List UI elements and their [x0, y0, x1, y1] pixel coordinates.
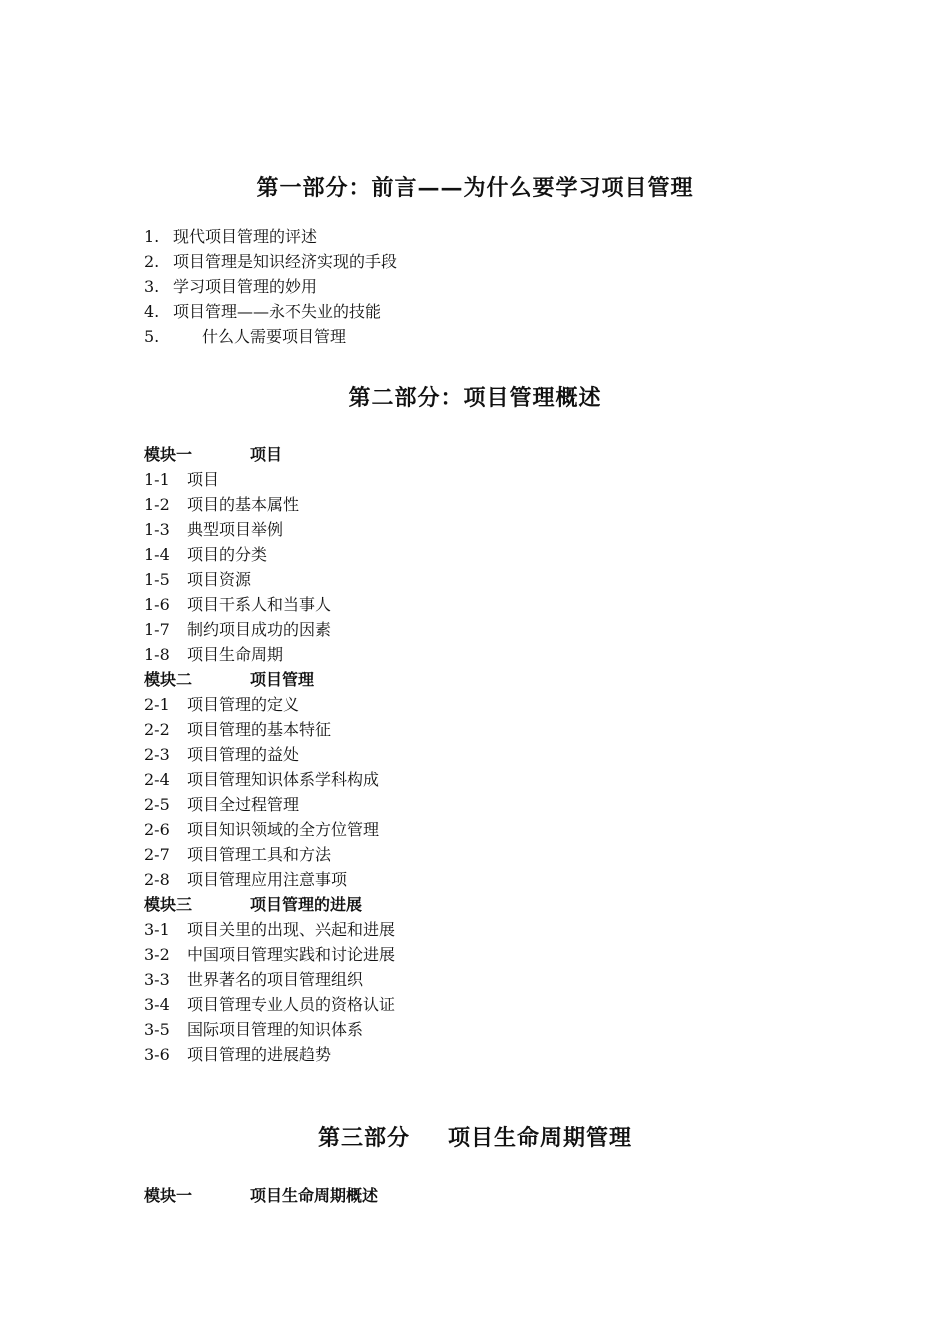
module-heading — [144, 892, 395, 917]
item-number: 2-3 — [144, 745, 170, 764]
item-text: 项目管理是知识经济实现的手段 — [173, 252, 398, 271]
list-item — [144, 567, 395, 592]
item-number: 3-6 — [144, 1045, 170, 1064]
item-number: 2-8 — [144, 870, 170, 889]
item-number: 2-7 — [144, 845, 170, 864]
item-number: 1-2 — [144, 495, 170, 514]
item-text: 项目管理——永不失业的技能 — [173, 302, 382, 321]
item-number: 2-5 — [144, 795, 170, 814]
item-number: 2-4 — [144, 770, 170, 789]
module-label: 模块二 — [144, 670, 193, 689]
item-text: 项目管理知识体系学科构成 — [187, 770, 380, 789]
list-item — [144, 517, 395, 542]
item-text: 项目管理的进展趋势 — [187, 1045, 332, 1064]
item-text: 项目知识领域的全方位管理 — [187, 820, 380, 839]
item-text: 项目 — [187, 470, 220, 489]
item-number: 2. — [144, 252, 160, 271]
item-number: 3-5 — [144, 1020, 170, 1039]
list-item — [144, 767, 395, 792]
list-item — [144, 642, 395, 667]
item-text: 项目生命周期 — [187, 645, 284, 664]
list-item — [144, 467, 395, 492]
list-item — [144, 299, 397, 324]
item-text: 项目管理工具和方法 — [187, 845, 332, 864]
list-item — [144, 942, 395, 967]
list-item — [144, 717, 395, 742]
module-name: 项目生命周期概述 — [250, 1186, 379, 1205]
item-number: 3-1 — [144, 920, 170, 939]
item-number: 3-2 — [144, 945, 170, 964]
item-text: 学习项目管理的妙用 — [173, 277, 318, 296]
list-item — [144, 1042, 395, 1067]
list-item — [144, 224, 397, 249]
item-number: 2-6 — [144, 820, 170, 839]
module-name: 项目 — [250, 445, 283, 464]
module-name: 项目管理 — [250, 670, 315, 689]
list-item — [144, 742, 395, 767]
list-item — [144, 792, 395, 817]
list-item — [144, 249, 397, 274]
list-item — [144, 817, 395, 842]
list-item — [144, 992, 395, 1017]
module-label: 模块一 — [144, 1186, 193, 1205]
item-text: 项目的基本属性 — [187, 495, 300, 514]
list-item — [144, 542, 395, 567]
part3-title-left: 第三部分 — [317, 1125, 410, 1151]
list-item — [144, 492, 395, 517]
list-item — [144, 1017, 395, 1042]
part3-title-right: 项目生命周期管理 — [448, 1125, 633, 1151]
list-item — [144, 324, 397, 349]
part3-list — [144, 1183, 378, 1208]
item-text: 中国项目管理实践和讨论进展 — [187, 945, 396, 964]
item-text: 项目管理的基本特征 — [187, 720, 332, 739]
module-heading — [144, 442, 395, 467]
item-text: 项目干系人和当事人 — [187, 595, 332, 614]
item-text: 制约项目成功的因素 — [187, 620, 332, 639]
list-item — [144, 867, 395, 892]
item-text: 项目管理的定义 — [187, 695, 300, 714]
item-text: 项目管理专业人员的资格认证 — [187, 995, 396, 1014]
part2-list — [144, 442, 395, 1067]
list-item — [144, 842, 395, 867]
part1-title: 第一部分：前言——为什么要学习项目管理 — [256, 175, 694, 201]
module-name: 项目管理的进展 — [250, 895, 363, 914]
item-number: 1-4 — [144, 545, 170, 564]
module-label: 模块一 — [144, 445, 193, 464]
item-text: 项目的分类 — [187, 545, 268, 564]
item-number: 3-4 — [144, 995, 170, 1014]
item-text: 现代项目管理的评述 — [173, 227, 318, 246]
list-item — [144, 692, 395, 717]
module-label: 模块三 — [144, 895, 193, 914]
item-text: 项目关里的出现、兴起和进展 — [187, 920, 396, 939]
list-item — [144, 592, 395, 617]
item-number: 1-1 — [144, 470, 170, 489]
item-text: 项目资源 — [187, 570, 252, 589]
item-text: 什么人需要项目管理 — [202, 327, 347, 346]
list-item — [144, 274, 397, 299]
item-number: 1-3 — [144, 520, 170, 539]
list-item — [144, 617, 395, 642]
item-number: 3-3 — [144, 970, 170, 989]
list-item — [144, 967, 395, 992]
list-item — [144, 917, 395, 942]
part1-list — [144, 224, 397, 349]
item-number: 1-5 — [144, 570, 170, 589]
item-number: 1-6 — [144, 595, 170, 614]
item-number: 4. — [144, 302, 160, 321]
item-number: 1. — [144, 227, 160, 246]
part2-title: 第二部分：项目管理概述 — [348, 385, 602, 411]
item-text: 国际项目管理的知识体系 — [187, 1020, 364, 1039]
part3-title — [0, 1121, 950, 1152]
item-number: 3. — [144, 277, 160, 296]
item-text: 世界著名的项目管理组织 — [187, 970, 364, 989]
item-number: 2-1 — [144, 695, 170, 714]
item-number: 1-8 — [144, 645, 170, 664]
item-number: 2-2 — [144, 720, 170, 739]
item-number: 5. — [144, 327, 160, 346]
item-text: 典型项目举例 — [187, 520, 284, 539]
item-text: 项目管理应用注意事项 — [187, 870, 348, 889]
item-text: 项目管理的益处 — [187, 745, 300, 764]
module-heading — [144, 1183, 378, 1208]
module-heading — [144, 667, 395, 692]
item-text: 项目全过程管理 — [187, 795, 300, 814]
item-number: 1-7 — [144, 620, 170, 639]
